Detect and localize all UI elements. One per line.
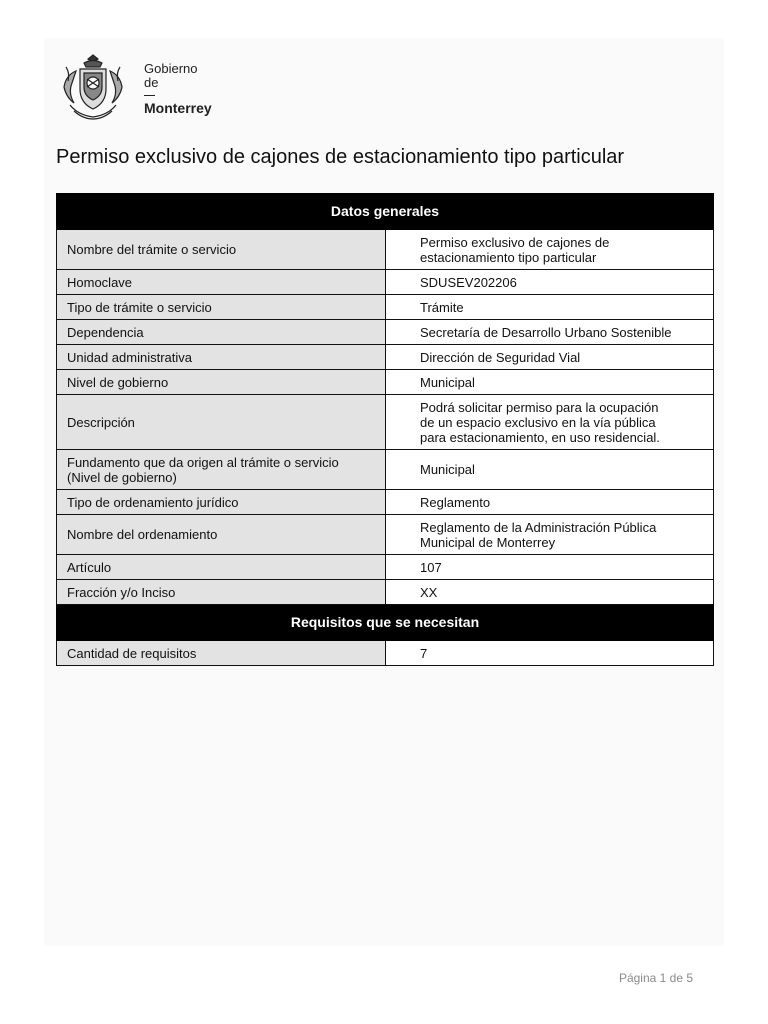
logo-text-gobierno: Gobierno [144, 61, 198, 76]
row-label: Dependencia [57, 320, 386, 345]
row-label: Unidad administrativa [57, 345, 386, 370]
section-header-row [57, 194, 714, 230]
row-value: Permiso exclusivo de cajones de estacionamiento tipo particular [386, 230, 714, 270]
row-label: Nivel de gobierno [57, 370, 386, 395]
section-header-general: Datos generales [57, 194, 714, 230]
table-row [57, 490, 714, 515]
row-value: 107 [386, 555, 714, 580]
row-value: Dirección de Seguridad Vial [386, 345, 714, 370]
row-label: Fundamento que da origen al trámite o servicio (Nivel de gobierno) [57, 450, 386, 490]
logo-text-de: de [144, 75, 159, 90]
row-label: Fracción y/o Inciso [57, 580, 386, 605]
coat-of-arms-icon [56, 49, 130, 123]
section-header-row [57, 605, 714, 641]
table-row [57, 295, 714, 320]
row-value: XX [386, 580, 714, 605]
row-value: Podrá solicitar permiso para la ocupación de un espacio exclusivo en la vía pública para estacionamiento, en uso residencial. [386, 395, 714, 450]
row-value: Trámite [386, 295, 714, 320]
table-row [57, 345, 714, 370]
table-row [57, 395, 714, 450]
row-label: Nombre del trámite o servicio [57, 230, 386, 270]
page-title: Permiso exclusivo de cajones de estacionamiento tipo particular [56, 146, 625, 168]
row-value: Reglamento [386, 490, 714, 515]
monterrey-logo [56, 49, 212, 123]
table-row [57, 450, 714, 490]
row-value: Reglamento de la Administración Pública Municipal de Monterrey [386, 515, 714, 555]
row-value: Secretaría de Desarrollo Urbano Sostenible [386, 320, 714, 345]
row-label: Descripción [57, 395, 386, 450]
table-row [57, 580, 714, 605]
page-number: Página 1 de 5 [618, 971, 693, 985]
row-value: Municipal [386, 450, 714, 490]
row-label: Homoclave [57, 270, 386, 295]
table-row [57, 230, 714, 270]
row-label: Tipo de trámite o servicio [57, 295, 386, 320]
row-label: Cantidad de requisitos [57, 641, 386, 666]
procedure-info-table [56, 193, 714, 666]
table-row [57, 370, 714, 395]
section-header-requirements: Requisitos que se necesitan [57, 605, 714, 641]
table-row [57, 320, 714, 345]
row-value: SDUSEV202206 [386, 270, 714, 295]
logo-divider [144, 95, 155, 96]
row-label: Nombre del ordenamiento [57, 515, 386, 555]
table-row [57, 270, 714, 295]
logo-text-monterrey: Monterrey [144, 100, 212, 116]
table-row [57, 555, 714, 580]
row-label: Artículo [57, 555, 386, 580]
row-label: Tipo de ordenamiento jurídico [57, 490, 386, 515]
row-value: Municipal [386, 370, 714, 395]
table-row [57, 641, 714, 666]
row-value: 7 [386, 641, 714, 666]
table-row [57, 515, 714, 555]
